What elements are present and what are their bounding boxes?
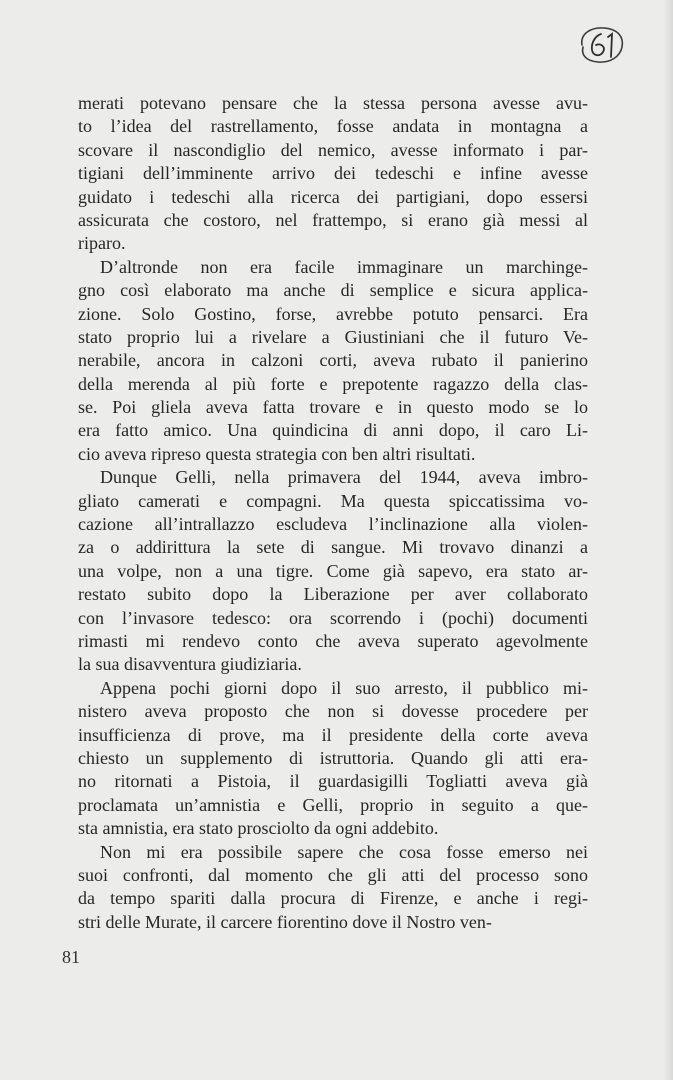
paragraph [78, 256, 588, 467]
text-line: gno così elaborato ma anche di semplice e sicura applica- [78, 280, 588, 301]
text-line: restato subito dopo la Liberazione per aver collaborato [78, 584, 588, 605]
body-text [78, 92, 588, 934]
text-line: stato proprio lui a rivelare a Giustiniani che il futuro Ve- [78, 326, 588, 347]
circled-number-icon [574, 25, 626, 65]
text-line: della merenda al più forte e prepotente ragazzo della clas- [78, 373, 588, 394]
text-line: insufficienza di prove, ma il presidente della corte aveva [78, 724, 588, 745]
text-line: suoi confronti, dal momento che gli atti del processo sono [78, 864, 588, 885]
text-line: se. Poi gliela aveva fatta trovare e in questo modo se lo [78, 397, 588, 418]
text-line: Non mi era possibile sapere che cosa fosse emerso nei [100, 841, 588, 862]
text-line: D’altronde non era facile immaginare un marchinge- [100, 256, 588, 277]
text-line: sta amnistia, era stato prosciolto da ogni addebito. [78, 818, 439, 839]
text-line: una volpe, non a una tigre. Come già sapevo, era stato ar- [78, 560, 588, 581]
handwritten-page-annotation [574, 25, 626, 65]
text-line: merati potevano pensare che la stessa persona avesse avu- [78, 93, 588, 113]
text-line: scovare il nascondiglio del nemico, avesse informato i par- [78, 139, 588, 160]
text-line: za o addirittura la sete di sangue. Mi trovavo dinanzi a [78, 537, 588, 558]
page-number: 81 [62, 947, 80, 967]
paragraph [78, 677, 588, 841]
text-line: gliato camerati e compagni. Ma questa spiccatissima vo- [78, 490, 588, 511]
text-line: con l’invasore tedesco: ora scorrendo i (pochi) documenti [78, 607, 588, 628]
text-line: Appena pochi giorni dopo il suo arresto, il pubblico mi- [100, 677, 588, 698]
text-line: to l’idea del rastrellamento, fosse andata in montagna a [78, 116, 588, 137]
text-line: era fatto amico. Una quindicina di anni dopo, il caro Li- [78, 420, 588, 441]
paragraph [78, 92, 588, 256]
text-line: riparo. [78, 233, 126, 254]
text-line: no ritornati a Pistoia, il guardasigilli Togliatti aveva già [78, 771, 588, 792]
text-line: cio aveva ripreso questa strategia con ben altri risultati. [78, 443, 476, 464]
text-line: nistero aveva proposto che non si dovesse procedere per [78, 701, 588, 722]
text-line: rimasti mi rendevo conto che aveva superato agevolmente [78, 630, 588, 651]
paragraph [78, 466, 588, 677]
page-edge-shadow [663, 0, 673, 1080]
text-line: da tempo spariti dalla procura di Firenze, e anche i regi- [78, 888, 588, 909]
text-line: tigiani dell’imminente arrivo dei tedeschi e infine avesse [78, 163, 588, 184]
text-line: cazione all’intrallazzo escludeva l’inclinazione alla violen- [78, 514, 588, 535]
text-line: assicurata che costoro, nel frattempo, si erano già messi al [78, 209, 588, 230]
paragraph [78, 841, 588, 935]
text-line: Dunque Gelli, nella primavera del 1944, aveva imbro- [100, 467, 588, 488]
text-line: proclamata un’amnistia e Gelli, proprio in seguito a que- [78, 794, 588, 815]
text-line: zione. Solo Gostino, forse, avrebbe potuto pensarci. Era [78, 303, 588, 324]
text-line: nerabile, ancora in calzoni corti, aveva rubato il panierino [78, 350, 588, 371]
text-line: guidato i tedeschi alla ricerca dei partigiani, dopo essersi [78, 186, 588, 207]
text-line: stri delle Murate, il carcere fiorentino dove il Nostro ven- [78, 911, 492, 932]
text-line: chiesto un supplemento di istruttoria. Quando gli atti era- [78, 747, 588, 768]
text-line: la sua disavventura giudiziaria. [78, 654, 302, 675]
